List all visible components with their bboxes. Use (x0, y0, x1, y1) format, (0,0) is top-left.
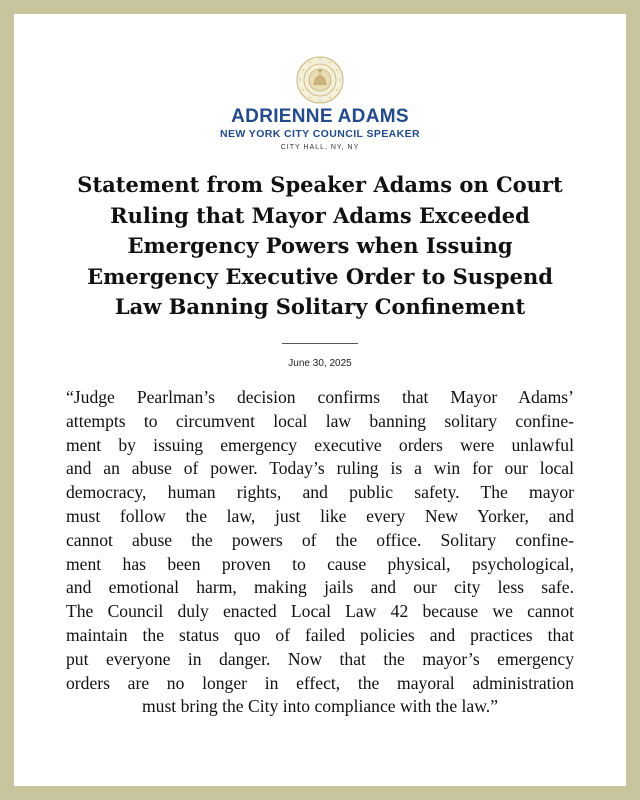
quote-line: and an abuse of power. Today’s ruling is a win for our local (66, 458, 574, 479)
speaker-title: NEW YORK CITY COUNCIL SPEAKER (219, 128, 421, 140)
city-council-seal-icon (296, 56, 344, 104)
quote-line: cannot abuse the powers of the office. Solitary confine- (66, 529, 574, 550)
speaker-name: ADRIENNE ADAMS (231, 106, 409, 127)
quote-line: ment by issuing emergency executive orders were unlawful (66, 434, 574, 455)
quote-line: The Council duly enacted Local Law 42 because we cannot (66, 601, 574, 622)
headline-line: Emergency Powers when Issuing (127, 233, 513, 258)
page-title (54, 170, 586, 323)
headline-line: Law Banning Solitary Confinement (114, 294, 526, 319)
statement-date: June 30, 2025 (288, 358, 352, 369)
divider (282, 343, 358, 344)
headline-line: Emergency Executive Order to Suspend (87, 263, 553, 289)
statement-quote (66, 386, 574, 719)
quote-line: democracy, human rights, and public safety. The mayor (66, 482, 574, 503)
quote-line: “Judge Pearlman’s decision confirms that Mayor Adams’ (66, 387, 574, 407)
quote-line: must bring the City into compliance with the law.” (141, 696, 499, 717)
quote-line: must follow the law, just like every New Yorker, and (66, 505, 574, 526)
location: CITY HALL, NY, NY (280, 144, 360, 151)
quote-line: orders are no longer in effect, the mayoral administration (66, 672, 574, 693)
quote-line: and emotional harm, making jails and our city less safe. (66, 577, 574, 598)
statement-card (14, 14, 626, 786)
headline-line: Ruling that Mayor Adams Exceeded (110, 202, 530, 228)
quote-line: put everyone in danger. Now that the mayor’s emergency (66, 648, 574, 669)
quote-line: ment has been proven to cause physical, psychological, (66, 553, 574, 574)
quote-line: maintain the status quo of failed policies and practices that (66, 624, 574, 645)
headline-line: Statement from Speaker Adams on Court (77, 172, 563, 197)
quote-line: attempts to circumvent local law banning solitary confine- (66, 410, 574, 431)
